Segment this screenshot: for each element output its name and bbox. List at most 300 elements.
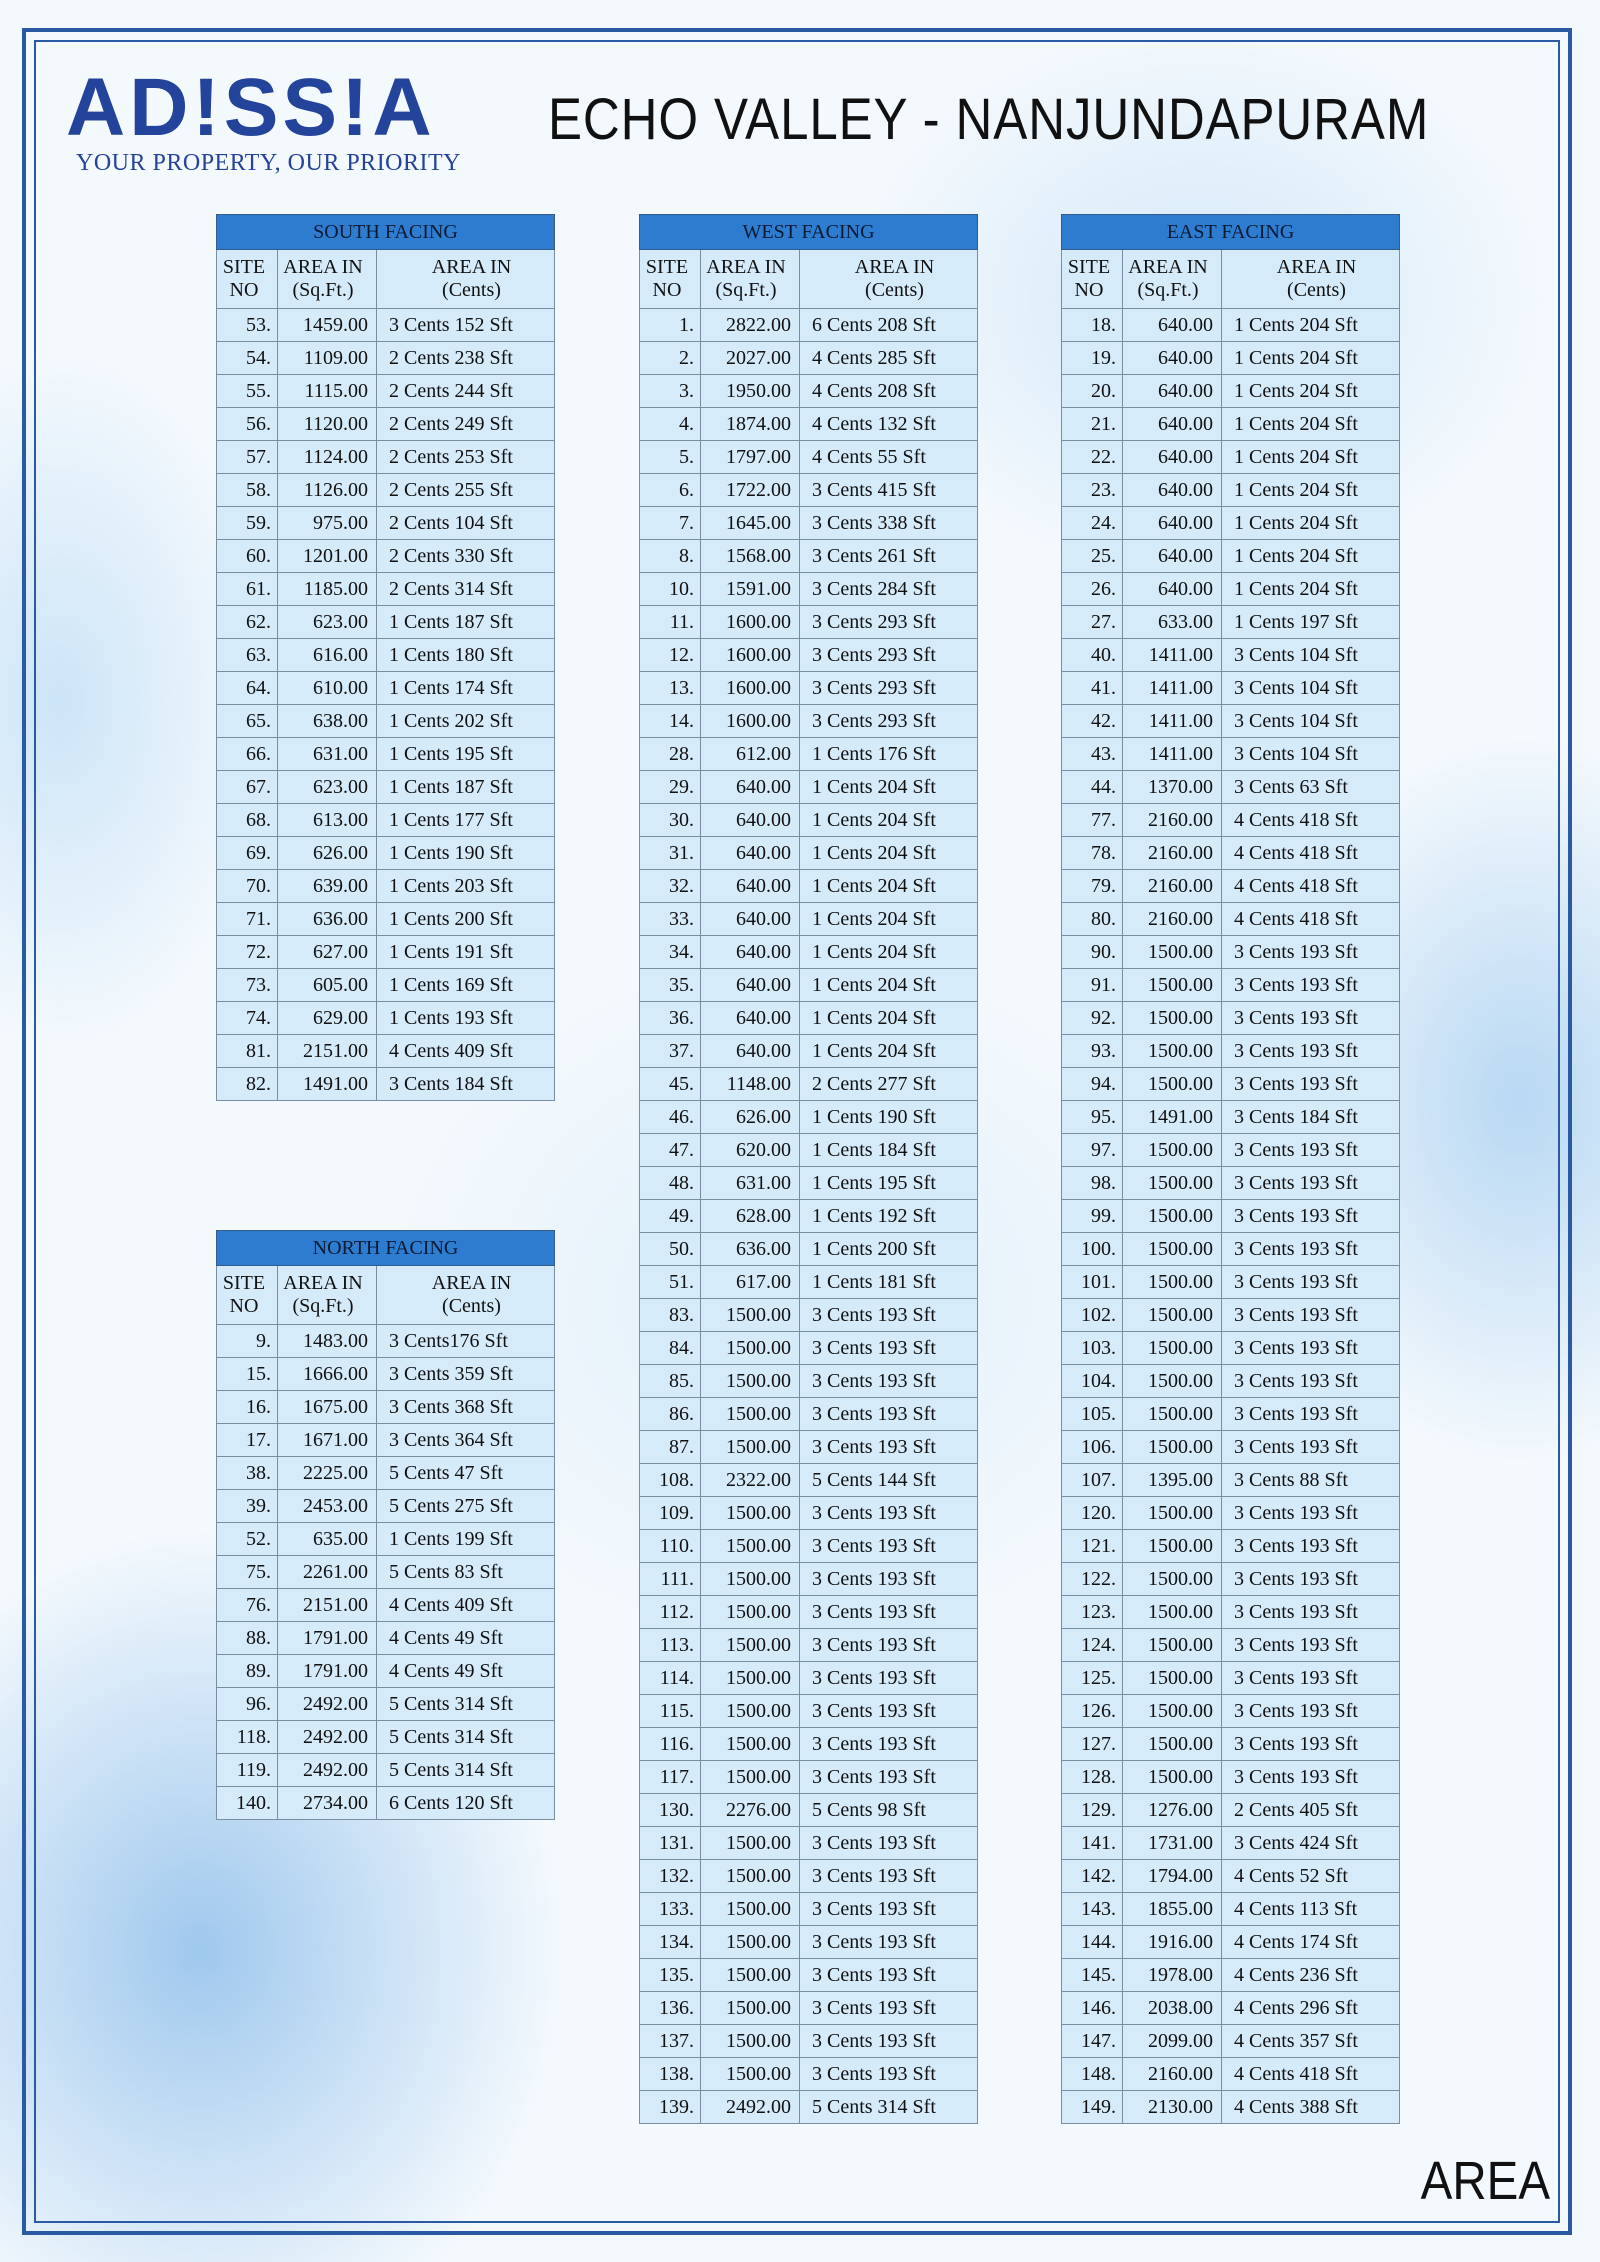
area-cents-cell: 1 Cents 203 Sft bbox=[377, 870, 555, 903]
table-row bbox=[640, 672, 978, 705]
table-row bbox=[640, 870, 978, 903]
area-cents-cell: 1 Cents 195 Sft bbox=[800, 1167, 978, 1200]
area-cents-cell: 3 Cents 193 Sft bbox=[1222, 1167, 1400, 1200]
table-row bbox=[1062, 309, 1400, 342]
area-sqft-cell: 2492.00 bbox=[278, 1754, 377, 1787]
area-sqft-cell: 623.00 bbox=[278, 606, 377, 639]
table-row bbox=[217, 705, 555, 738]
table-row bbox=[640, 2091, 978, 2124]
site-no-cell: 2. bbox=[640, 342, 701, 375]
site-no-cell: 94. bbox=[1062, 1068, 1123, 1101]
site-no-cell: 105. bbox=[1062, 1398, 1123, 1431]
table-row bbox=[640, 1728, 978, 1761]
area-sqft-cell: 2225.00 bbox=[278, 1457, 377, 1490]
area-sqft-cell: 1500.00 bbox=[1123, 936, 1222, 969]
area-cents-cell: 3 Cents 193 Sft bbox=[1222, 1761, 1400, 1794]
area-sqft-cell: 2130.00 bbox=[1123, 2091, 1222, 2124]
table-row bbox=[217, 804, 555, 837]
site-no-cell: 58. bbox=[217, 474, 278, 507]
area-cents-cell: 3 Cents 193 Sft bbox=[800, 1299, 978, 1332]
table-row bbox=[640, 1398, 978, 1431]
table-row bbox=[217, 639, 555, 672]
column-header-row bbox=[217, 1266, 555, 1325]
area-cents-cell: 3 Cents 193 Sft bbox=[1222, 1398, 1400, 1431]
site-no-cell: 140. bbox=[217, 1787, 278, 1820]
area-sqft-cell: 1666.00 bbox=[278, 1358, 377, 1391]
area-cents-cell: 3 Cents176 Sft bbox=[377, 1325, 555, 1358]
table-row bbox=[640, 408, 978, 441]
area-cents-cell: 1 Cents 187 Sft bbox=[377, 606, 555, 639]
south-facing-table bbox=[216, 214, 555, 1101]
table-row bbox=[640, 1827, 978, 1860]
table-row bbox=[217, 1688, 555, 1721]
table-row bbox=[217, 342, 555, 375]
table-row bbox=[1062, 1497, 1400, 1530]
area-sqft-cell: 2151.00 bbox=[278, 1589, 377, 1622]
table-row bbox=[1062, 1002, 1400, 1035]
table-row bbox=[640, 1893, 978, 1926]
area-sqft-cell: 1500.00 bbox=[701, 2025, 800, 2058]
area-cents-cell: 2 Cents 255 Sft bbox=[377, 474, 555, 507]
site-no-cell: 87. bbox=[640, 1431, 701, 1464]
area-sqft-cell: 1500.00 bbox=[1123, 1629, 1222, 1662]
area-sqft-cell: 975.00 bbox=[278, 507, 377, 540]
area-sqft-cell: 1855.00 bbox=[1123, 1893, 1222, 1926]
table-row bbox=[1062, 2058, 1400, 2091]
area-sqft-cell: 1500.00 bbox=[1123, 1398, 1222, 1431]
table-row bbox=[1062, 1761, 1400, 1794]
area-cents-cell: 5 Cents 47 Sft bbox=[377, 1457, 555, 1490]
table-heading: SOUTH FACING bbox=[217, 215, 555, 250]
site-no-cell: 100. bbox=[1062, 1233, 1123, 1266]
area-sqft-cell: 2160.00 bbox=[1123, 903, 1222, 936]
area-sqft-cell: 1950.00 bbox=[701, 375, 800, 408]
area-sqft-cell: 1500.00 bbox=[1123, 1563, 1222, 1596]
area-sqft-cell: 627.00 bbox=[278, 936, 377, 969]
area-sqft-cell: 1109.00 bbox=[278, 342, 377, 375]
site-no-cell: 117. bbox=[640, 1761, 701, 1794]
area-sqft-cell: 1916.00 bbox=[1123, 1926, 1222, 1959]
area-cents-cell: 1 Cents 176 Sft bbox=[800, 738, 978, 771]
area-sqft-cell: 1411.00 bbox=[1123, 639, 1222, 672]
area-sqft-cell: 1500.00 bbox=[701, 2058, 800, 2091]
area-sqft-cell: 636.00 bbox=[278, 903, 377, 936]
site-no-cell: 76. bbox=[217, 1589, 278, 1622]
area-cents-cell: 3 Cents 193 Sft bbox=[800, 1761, 978, 1794]
area-sqft-cell: 635.00 bbox=[278, 1523, 377, 1556]
table-row bbox=[640, 573, 978, 606]
site-no-cell: 83. bbox=[640, 1299, 701, 1332]
area-sqft-cell: 640.00 bbox=[1123, 573, 1222, 606]
area-cents-cell: 1 Cents 204 Sft bbox=[1222, 507, 1400, 540]
area-cents-cell: 4 Cents 357 Sft bbox=[1222, 2025, 1400, 2058]
area-sqft-cell: 2099.00 bbox=[1123, 2025, 1222, 2058]
area-sqft-cell: 1675.00 bbox=[278, 1391, 377, 1424]
table-row bbox=[640, 507, 978, 540]
area-cents-cell: 5 Cents 314 Sft bbox=[377, 1688, 555, 1721]
area-sqft-cell: 1600.00 bbox=[701, 606, 800, 639]
site-no-cell: 121. bbox=[1062, 1530, 1123, 1563]
site-no-cell: 108. bbox=[640, 1464, 701, 1497]
site-no-cell: 142. bbox=[1062, 1860, 1123, 1893]
site-no-cell: 130. bbox=[640, 1794, 701, 1827]
area-cents-cell: 3 Cents 193 Sft bbox=[800, 1365, 978, 1398]
table-row bbox=[1062, 969, 1400, 1002]
site-no-cell: 38. bbox=[217, 1457, 278, 1490]
table-row bbox=[217, 1556, 555, 1589]
table-row bbox=[217, 573, 555, 606]
table-row bbox=[1062, 1596, 1400, 1629]
site-no-cell: 31. bbox=[640, 837, 701, 870]
table-row bbox=[640, 705, 978, 738]
area-cents-cell: 4 Cents 418 Sft bbox=[1222, 2058, 1400, 2091]
table-row bbox=[217, 1068, 555, 1101]
table-row bbox=[1062, 1827, 1400, 1860]
site-no-cell: 89. bbox=[217, 1655, 278, 1688]
area-sqft-cell: 1500.00 bbox=[701, 1959, 800, 1992]
area-cents-cell: 1 Cents 204 Sft bbox=[800, 837, 978, 870]
table-row bbox=[217, 441, 555, 474]
area-sqft-cell: 640.00 bbox=[701, 1002, 800, 1035]
site-no-cell: 84. bbox=[640, 1332, 701, 1365]
site-no-cell: 85. bbox=[640, 1365, 701, 1398]
area-sqft-cell: 1500.00 bbox=[701, 1332, 800, 1365]
site-no-cell: 53. bbox=[217, 309, 278, 342]
area-sqft-cell: 1500.00 bbox=[1123, 1167, 1222, 1200]
area-cents-cell: 1 Cents 204 Sft bbox=[1222, 375, 1400, 408]
area-cents-cell: 3 Cents 293 Sft bbox=[800, 639, 978, 672]
area-sqft-cell: 1500.00 bbox=[1123, 1002, 1222, 1035]
site-no-cell: 74. bbox=[217, 1002, 278, 1035]
site-no-cell: 17. bbox=[217, 1424, 278, 1457]
area-cents-cell: 4 Cents 49 Sft bbox=[377, 1655, 555, 1688]
site-no-cell: 72. bbox=[217, 936, 278, 969]
site-no-header: SITE NO bbox=[217, 250, 278, 309]
area-cents-cell: 4 Cents 208 Sft bbox=[800, 375, 978, 408]
table-row bbox=[217, 474, 555, 507]
site-no-cell: 66. bbox=[217, 738, 278, 771]
table-row bbox=[217, 1424, 555, 1457]
area-cents-cell: 3 Cents 193 Sft bbox=[800, 1992, 978, 2025]
table-row bbox=[640, 1266, 978, 1299]
area-cents-cell: 1 Cents 174 Sft bbox=[377, 672, 555, 705]
area-sqft-cell: 2492.00 bbox=[701, 2091, 800, 2124]
area-sqft-cell: 1874.00 bbox=[701, 408, 800, 441]
area-sqft-cell: 2453.00 bbox=[278, 1490, 377, 1523]
area-sqft-cell: 1500.00 bbox=[701, 1893, 800, 1926]
area-sqft-cell: 2822.00 bbox=[701, 309, 800, 342]
site-no-cell: 4. bbox=[640, 408, 701, 441]
table-row bbox=[1062, 672, 1400, 705]
area-sqft-cell: 640.00 bbox=[701, 804, 800, 837]
table-row bbox=[640, 1464, 978, 1497]
site-no-cell: 1. bbox=[640, 309, 701, 342]
area-sqft-cell: 1568.00 bbox=[701, 540, 800, 573]
site-no-cell: 132. bbox=[640, 1860, 701, 1893]
table-row bbox=[217, 309, 555, 342]
table-row bbox=[217, 1391, 555, 1424]
table-row bbox=[640, 2058, 978, 2091]
site-no-cell: 7. bbox=[640, 507, 701, 540]
area-sqft-cell: 1591.00 bbox=[701, 573, 800, 606]
area-cents-header: AREA IN (Cents) bbox=[377, 1266, 555, 1325]
area-cents-cell: 3 Cents 193 Sft bbox=[1222, 1134, 1400, 1167]
area-cents-cell: 1 Cents 200 Sft bbox=[377, 903, 555, 936]
area-cents-cell: 1 Cents 180 Sft bbox=[377, 639, 555, 672]
area-cents-cell: 2 Cents 330 Sft bbox=[377, 540, 555, 573]
area-sqft-cell: 1600.00 bbox=[701, 639, 800, 672]
area-cents-cell: 3 Cents 261 Sft bbox=[800, 540, 978, 573]
area-cents-cell: 1 Cents 184 Sft bbox=[800, 1134, 978, 1167]
area-sqft-cell: 1500.00 bbox=[1123, 1431, 1222, 1464]
table-heading-row bbox=[1062, 215, 1400, 250]
area-cents-header: AREA IN (Cents) bbox=[800, 250, 978, 309]
site-no-cell: 45. bbox=[640, 1068, 701, 1101]
area-cents-cell: 1 Cents 204 Sft bbox=[1222, 408, 1400, 441]
site-no-cell: 125. bbox=[1062, 1662, 1123, 1695]
table-row bbox=[1062, 1200, 1400, 1233]
area-sqft-cell: 1411.00 bbox=[1123, 672, 1222, 705]
area-cents-cell: 4 Cents 388 Sft bbox=[1222, 2091, 1400, 2124]
area-sqft-cell: 2038.00 bbox=[1123, 1992, 1222, 2025]
area-cents-cell: 4 Cents 409 Sft bbox=[377, 1589, 555, 1622]
area-cents-cell: 1 Cents 204 Sft bbox=[800, 771, 978, 804]
site-no-cell: 46. bbox=[640, 1101, 701, 1134]
table-row bbox=[640, 1002, 978, 1035]
table-row bbox=[1062, 1464, 1400, 1497]
table-row bbox=[640, 1695, 978, 1728]
area-cents-cell: 4 Cents 132 Sft bbox=[800, 408, 978, 441]
site-no-cell: 116. bbox=[640, 1728, 701, 1761]
site-no-cell: 29. bbox=[640, 771, 701, 804]
area-cents-cell: 3 Cents 193 Sft bbox=[800, 1629, 978, 1662]
site-no-cell: 23. bbox=[1062, 474, 1123, 507]
site-no-cell: 60. bbox=[217, 540, 278, 573]
area-sqft-cell: 633.00 bbox=[1123, 606, 1222, 639]
area-cents-cell: 3 Cents 193 Sft bbox=[800, 1959, 978, 1992]
site-no-cell: 148. bbox=[1062, 2058, 1123, 2091]
table-row bbox=[1062, 1992, 1400, 2025]
site-no-cell: 9. bbox=[217, 1325, 278, 1358]
site-no-cell: 62. bbox=[217, 606, 278, 639]
area-sqft-cell: 1500.00 bbox=[1123, 969, 1222, 1002]
area-sqft-cell: 1500.00 bbox=[1123, 1728, 1222, 1761]
area-sqft-cell: 1124.00 bbox=[278, 441, 377, 474]
area-cents-cell: 4 Cents 296 Sft bbox=[1222, 1992, 1400, 2025]
area-cents-cell: 1 Cents 204 Sft bbox=[800, 936, 978, 969]
site-no-cell: 103. bbox=[1062, 1332, 1123, 1365]
area-cents-cell: 1 Cents 187 Sft bbox=[377, 771, 555, 804]
area-sqft-cell: 1791.00 bbox=[278, 1622, 377, 1655]
site-no-cell: 128. bbox=[1062, 1761, 1123, 1794]
table-row bbox=[1062, 1794, 1400, 1827]
site-no-cell: 79. bbox=[1062, 870, 1123, 903]
area-cents-cell: 5 Cents 83 Sft bbox=[377, 1556, 555, 1589]
area-cents-cell: 5 Cents 314 Sft bbox=[377, 1721, 555, 1754]
site-no-cell: 120. bbox=[1062, 1497, 1123, 1530]
table-row bbox=[217, 870, 555, 903]
site-no-cell: 147. bbox=[1062, 2025, 1123, 2058]
area-sqft-cell: 626.00 bbox=[701, 1101, 800, 1134]
area-cents-cell: 5 Cents 144 Sft bbox=[800, 1464, 978, 1497]
site-no-cell: 43. bbox=[1062, 738, 1123, 771]
table-row bbox=[1062, 738, 1400, 771]
brand-tagline: YOUR PROPERTY, OUR PRIORITY bbox=[76, 150, 462, 176]
site-no-cell: 21. bbox=[1062, 408, 1123, 441]
site-no-cell: 146. bbox=[1062, 1992, 1123, 2025]
area-sqft-cell: 610.00 bbox=[278, 672, 377, 705]
site-no-cell: 99. bbox=[1062, 1200, 1123, 1233]
site-no-cell: 104. bbox=[1062, 1365, 1123, 1398]
area-sqft-cell: 640.00 bbox=[1123, 375, 1222, 408]
table-row bbox=[640, 1860, 978, 1893]
table-row bbox=[640, 1332, 978, 1365]
area-cents-cell: 2 Cents 104 Sft bbox=[377, 507, 555, 540]
area-cents-cell: 1 Cents 204 Sft bbox=[1222, 573, 1400, 606]
table-row bbox=[217, 1787, 555, 1820]
site-no-cell: 25. bbox=[1062, 540, 1123, 573]
area-cents-cell: 3 Cents 424 Sft bbox=[1222, 1827, 1400, 1860]
table-row bbox=[640, 342, 978, 375]
site-no-cell: 141. bbox=[1062, 1827, 1123, 1860]
site-no-cell: 3. bbox=[640, 375, 701, 408]
area-sqft-cell: 2276.00 bbox=[701, 1794, 800, 1827]
area-sqft-cell: 2027.00 bbox=[701, 342, 800, 375]
area-sqft-cell: 1411.00 bbox=[1123, 738, 1222, 771]
table-row bbox=[217, 738, 555, 771]
area-sqft-cell: 640.00 bbox=[701, 936, 800, 969]
site-no-cell: 13. bbox=[640, 672, 701, 705]
area-sqft-cell: 629.00 bbox=[278, 1002, 377, 1035]
table-row bbox=[1062, 1365, 1400, 1398]
table-row bbox=[1062, 1134, 1400, 1167]
area-cents-header: AREA IN (Cents) bbox=[1222, 250, 1400, 309]
table-row bbox=[1062, 1398, 1400, 1431]
area-cents-cell: 3 Cents 193 Sft bbox=[1222, 1365, 1400, 1398]
site-no-cell: 124. bbox=[1062, 1629, 1123, 1662]
area-sqft-header: AREA IN (Sq.Ft.) bbox=[1123, 250, 1222, 309]
site-no-cell: 54. bbox=[217, 342, 278, 375]
table-row bbox=[1062, 639, 1400, 672]
area-sqft-cell: 640.00 bbox=[1123, 441, 1222, 474]
table-row bbox=[1062, 771, 1400, 804]
site-no-cell: 18. bbox=[1062, 309, 1123, 342]
table-row bbox=[217, 837, 555, 870]
site-no-cell: 91. bbox=[1062, 969, 1123, 1002]
area-cents-cell: 1 Cents 200 Sft bbox=[800, 1233, 978, 1266]
area-sqft-header: AREA IN (Sq.Ft.) bbox=[701, 250, 800, 309]
site-no-cell: 69. bbox=[217, 837, 278, 870]
table-row bbox=[640, 1761, 978, 1794]
area-sqft-cell: 1500.00 bbox=[1123, 1299, 1222, 1332]
area-cents-cell: 2 Cents 405 Sft bbox=[1222, 1794, 1400, 1827]
site-no-cell: 70. bbox=[217, 870, 278, 903]
table-row bbox=[1062, 2025, 1400, 2058]
table-row bbox=[1062, 474, 1400, 507]
area-sqft-cell: 1500.00 bbox=[701, 1926, 800, 1959]
area-cents-cell: 3 Cents 63 Sft bbox=[1222, 771, 1400, 804]
area-sqft-cell: 1645.00 bbox=[701, 507, 800, 540]
table-row bbox=[640, 903, 978, 936]
table-heading-row bbox=[640, 215, 978, 250]
area-cents-cell: 3 Cents 193 Sft bbox=[800, 1497, 978, 1530]
site-no-header: SITE NO bbox=[217, 1266, 278, 1325]
table-row bbox=[1062, 1530, 1400, 1563]
area-sqft-cell: 1731.00 bbox=[1123, 1827, 1222, 1860]
site-no-cell: 149. bbox=[1062, 2091, 1123, 2124]
site-no-cell: 144. bbox=[1062, 1926, 1123, 1959]
area-cents-cell: 3 Cents 193 Sft bbox=[800, 1431, 978, 1464]
area-cents-cell: 3 Cents 104 Sft bbox=[1222, 738, 1400, 771]
site-no-cell: 131. bbox=[640, 1827, 701, 1860]
table-row bbox=[640, 969, 978, 1002]
table-row bbox=[1062, 342, 1400, 375]
area-sqft-cell: 1500.00 bbox=[701, 1827, 800, 1860]
site-no-cell: 92. bbox=[1062, 1002, 1123, 1035]
site-no-cell: 36. bbox=[640, 1002, 701, 1035]
area-cents-cell: 3 Cents 193 Sft bbox=[1222, 969, 1400, 1002]
site-no-cell: 101. bbox=[1062, 1266, 1123, 1299]
area-sqft-cell: 1500.00 bbox=[1123, 1596, 1222, 1629]
area-cents-cell: 3 Cents 193 Sft bbox=[800, 1827, 978, 1860]
site-no-cell: 123. bbox=[1062, 1596, 1123, 1629]
table-row bbox=[1062, 1068, 1400, 1101]
table-row bbox=[1062, 507, 1400, 540]
area-sqft-cell: 617.00 bbox=[701, 1266, 800, 1299]
area-cents-cell: 3 Cents 284 Sft bbox=[800, 573, 978, 606]
area-sqft-cell: 1500.00 bbox=[701, 1662, 800, 1695]
table-row bbox=[1062, 1695, 1400, 1728]
site-no-cell: 86. bbox=[640, 1398, 701, 1431]
area-cents-cell: 1 Cents 204 Sft bbox=[1222, 540, 1400, 573]
area-cents-cell: 1 Cents 190 Sft bbox=[800, 1101, 978, 1134]
table-row bbox=[217, 1002, 555, 1035]
area-sqft-cell: 623.00 bbox=[278, 771, 377, 804]
area-cents-cell: 4 Cents 174 Sft bbox=[1222, 1926, 1400, 1959]
area-sqft-cell: 612.00 bbox=[701, 738, 800, 771]
brand-logo bbox=[66, 62, 496, 177]
table-row bbox=[640, 1563, 978, 1596]
area-cents-cell: 3 Cents 193 Sft bbox=[1222, 1728, 1400, 1761]
table-row bbox=[1062, 1167, 1400, 1200]
area-cents-cell: 1 Cents 204 Sft bbox=[800, 1035, 978, 1068]
area-cents-cell: 1 Cents 204 Sft bbox=[800, 804, 978, 837]
area-sqft-cell: 2160.00 bbox=[1123, 837, 1222, 870]
area-sqft-cell: 2160.00 bbox=[1123, 804, 1222, 837]
table-row bbox=[1062, 1860, 1400, 1893]
area-sqft-cell: 2160.00 bbox=[1123, 2058, 1222, 2091]
area-sqft-cell: 1600.00 bbox=[701, 705, 800, 738]
area-cents-header: AREA IN (Cents) bbox=[377, 250, 555, 309]
area-cents-cell: 1 Cents 169 Sft bbox=[377, 969, 555, 1002]
area-cents-cell: 3 Cents 193 Sft bbox=[1222, 936, 1400, 969]
area-cents-cell: 3 Cents 193 Sft bbox=[800, 1860, 978, 1893]
area-sqft-cell: 1115.00 bbox=[278, 375, 377, 408]
table-row bbox=[640, 738, 978, 771]
table-heading: EAST FACING bbox=[1062, 215, 1400, 250]
table-row bbox=[640, 1167, 978, 1200]
table-row bbox=[1062, 375, 1400, 408]
area-sqft-cell: 640.00 bbox=[701, 903, 800, 936]
table-row bbox=[640, 606, 978, 639]
table-row bbox=[1062, 1563, 1400, 1596]
area-cents-cell: 1 Cents 191 Sft bbox=[377, 936, 555, 969]
table-row bbox=[1062, 870, 1400, 903]
site-no-cell: 28. bbox=[640, 738, 701, 771]
table-row bbox=[640, 1959, 978, 1992]
area-sqft-cell: 640.00 bbox=[1123, 540, 1222, 573]
table-row bbox=[217, 1655, 555, 1688]
